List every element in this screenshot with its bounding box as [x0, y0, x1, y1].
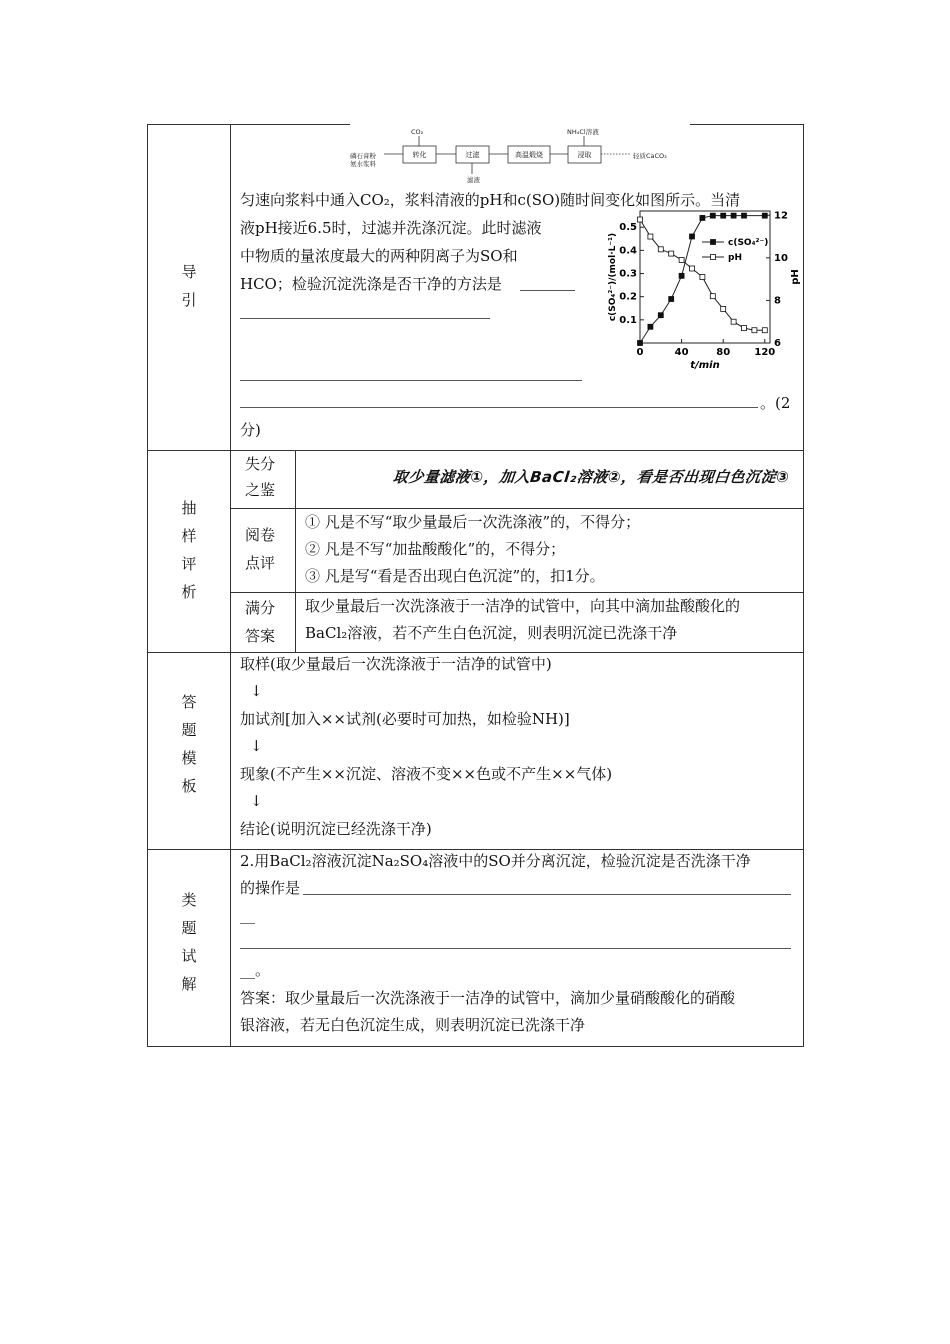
- row-label-guide: 导 引: [181, 263, 197, 309]
- practice-blank-tail-1: __: [240, 906, 255, 924]
- practice-answer-line-1: 答案：取少量最后一次洗涤液于一洁净的试管中，滴加少量硝酸酸化的硝酸: [240, 989, 736, 1007]
- practice-blank-tail-2: __。: [240, 961, 271, 979]
- chart-data-point: [700, 215, 705, 220]
- chart-yleft-tick-label: 0.2: [619, 291, 637, 303]
- chart-data-point: [679, 273, 684, 278]
- template-arrow-2: ↓: [250, 737, 263, 755]
- chart-data-point: [658, 247, 663, 252]
- handwritten-student-answer: 取少量滤液①，加入BaCl₂溶液②，看是否出现白色沉淀③: [392, 468, 791, 486]
- chart-data-point: [742, 326, 747, 331]
- chart-yright-tick-label: 8: [774, 295, 781, 307]
- label-column-divider: [230, 124, 231, 1047]
- chart-data-point: [638, 341, 643, 346]
- table-border-bottom: [147, 1046, 804, 1047]
- chart-yright-tick-label: 6: [774, 338, 781, 349]
- practice-blank-2: [240, 948, 791, 949]
- intro-score-tail: 。(2: [760, 394, 791, 412]
- chart-data-point: [658, 313, 663, 318]
- intro-line-2: 液pH接近6.5时，过滤并洗涤沉淀。此时滤液: [240, 219, 542, 237]
- flow-raw-label: 磷石膏粉: [350, 152, 376, 160]
- row-divider-3: [147, 849, 804, 850]
- chart-yleft-axis-label: c(SO₄²⁻)/(mol·L⁻¹): [608, 232, 618, 322]
- practice-answer-line-2: 银溶液，若无白色沉淀生成，则表明沉淀已洗涤干净: [240, 1016, 586, 1034]
- full-answer-line-1: 取少量最后一次洗涤液于一洁净的试管中，向其中滴加盐酸酸化的: [305, 597, 741, 615]
- chart-data-point: [690, 234, 695, 239]
- chart-x-tick-label: 120: [754, 347, 776, 358]
- chart-data-point: [710, 294, 715, 299]
- template-step-phenomenon: 现象(不产生××沉淀、溶液不变××色或不产生××气体): [240, 765, 613, 783]
- chart-data-point: [638, 217, 643, 222]
- chart-data-point: [648, 234, 653, 239]
- chart-data-point: [721, 213, 726, 218]
- table-border-right: [803, 124, 804, 1047]
- sublabel-mistake: 失分 之鉴: [245, 455, 276, 499]
- answer-blank-4: [240, 407, 758, 408]
- subrow-divider-1: [230, 508, 804, 509]
- intro-line-3: 中物质的量浓度最大的两种阴离子为SO和: [240, 247, 518, 265]
- subcolumn-divider: [295, 450, 296, 652]
- row-divider-2: [147, 652, 804, 653]
- chart-data-point: [731, 213, 736, 218]
- table-border-top-right: [680, 124, 804, 125]
- chart-data-point: [710, 213, 715, 218]
- table-border-top-left: [147, 124, 353, 125]
- chart-legend-label: c(SO₄²⁻): [728, 238, 769, 248]
- flow-step-2: 过滤: [465, 151, 480, 159]
- template-step-conclusion: 结论(说明沉淀已经洗涤干净): [240, 820, 432, 838]
- flow-filtrate-label: 滤液: [467, 176, 480, 184]
- answer-blank-1: [520, 290, 575, 291]
- practice-question-line-1: 2.用BaCl₂溶液沉淀Na₂SO₄溶液中的SO并分离沉淀，检验沉淀是否洗涤干净: [240, 852, 751, 870]
- chart-x-tick-label: 40: [674, 347, 689, 358]
- chart-yright-tick-label: 12: [774, 210, 788, 222]
- review-point-2: ② 凡是不写“加盐酸酸化”的，不得分；: [305, 540, 566, 558]
- chart-data-point: [700, 275, 705, 280]
- chart-data-point: [762, 213, 767, 218]
- review-point-1: ① 凡是不写“取少量最后一次洗涤液”的，不得分；: [305, 513, 641, 531]
- chart-data-point: [731, 319, 736, 324]
- chart-data-point: [669, 297, 674, 302]
- flow-step-3: 高温煅烧: [515, 151, 543, 159]
- chart-x-tick-label: 0: [636, 347, 644, 358]
- template-arrow-3: ↓: [250, 792, 263, 810]
- chart-yleft-tick-label: 0.5: [619, 222, 637, 234]
- flow-step-1: 转化: [412, 151, 427, 159]
- chart-x-axis-label: t/min: [690, 360, 720, 371]
- chart-legend-marker: [711, 240, 716, 245]
- flow-nh4cl-label: NH₄Cl溶液: [567, 128, 599, 136]
- table-border-left: [147, 124, 148, 1047]
- chart-data-point: [669, 251, 674, 256]
- sublabel-review: 阅卷 点评: [245, 526, 276, 572]
- answer-blank-3: [240, 380, 582, 381]
- chart-x-tick-label: 80: [716, 347, 731, 358]
- review-point-3: ③ 凡是写“看是否出现白色沉淀”的，扣1分。: [305, 567, 605, 585]
- intro-score-tail-2: 分): [240, 421, 261, 439]
- subrow-divider-2: [230, 592, 804, 593]
- row-label-template: 答 题 模 板: [181, 693, 197, 795]
- chart-data-point: [648, 324, 653, 329]
- chart-data-point: [762, 328, 767, 333]
- practice-blank-1: [303, 894, 791, 895]
- chart-yright-tick-label: 10: [774, 252, 788, 264]
- row-label-analysis: 抽 样 评 析: [181, 499, 197, 601]
- chart-legend-label: pH: [728, 253, 742, 263]
- template-step-reagent: 加试剂[加入××试剂(必要时可加热，如检验NH)]: [240, 710, 570, 728]
- chart-data-point: [721, 306, 726, 311]
- process-flow-diagram: [350, 124, 690, 186]
- template-arrow-1: ↓: [250, 682, 263, 700]
- chart-yleft-tick-label: 0.4: [619, 245, 637, 257]
- template-step-sampling: 取样(取少量最后一次洗涤液于一洁净的试管中): [240, 655, 552, 673]
- sublabel-full-answer: 满分 答案: [245, 599, 276, 645]
- flow-co2-label: CO₂: [411, 128, 424, 136]
- flow-product-label: 轻质CaCO₃: [633, 152, 667, 160]
- chart-data-point: [752, 328, 757, 333]
- chart-yleft-tick-label: 0.1: [619, 314, 637, 326]
- full-answer-line-2: BaCl₂溶液，若不产生白色沉淀，则表明沉淀已洗涤干净: [305, 624, 678, 642]
- intro-line-4: HCO；检验沉淀洗涤是否干净的方法是: [240, 275, 502, 293]
- chart-yleft-tick-label: 0.3: [619, 268, 637, 280]
- chart-legend-marker: [711, 255, 716, 260]
- intro-line-1: 匀速向浆料中通入CO₂，浆料清液的pH和c(SO)随时间变化如图所示。当清: [240, 191, 741, 209]
- flow-step-4: 浸取: [577, 151, 592, 159]
- chart-data-point: [742, 213, 747, 218]
- chart-yright-axis-label: pH: [790, 269, 801, 285]
- flow-raw-label-2: 氨水浆料: [350, 160, 376, 168]
- practice-question-line-2: 的操作是: [240, 879, 301, 897]
- chart-data-point: [679, 257, 684, 262]
- row-label-practice: 类 题 试 解: [181, 891, 197, 993]
- sulfate-ph-chart: [602, 205, 802, 371]
- answer-blank-2: [240, 318, 490, 319]
- chart-data-point: [690, 266, 695, 271]
